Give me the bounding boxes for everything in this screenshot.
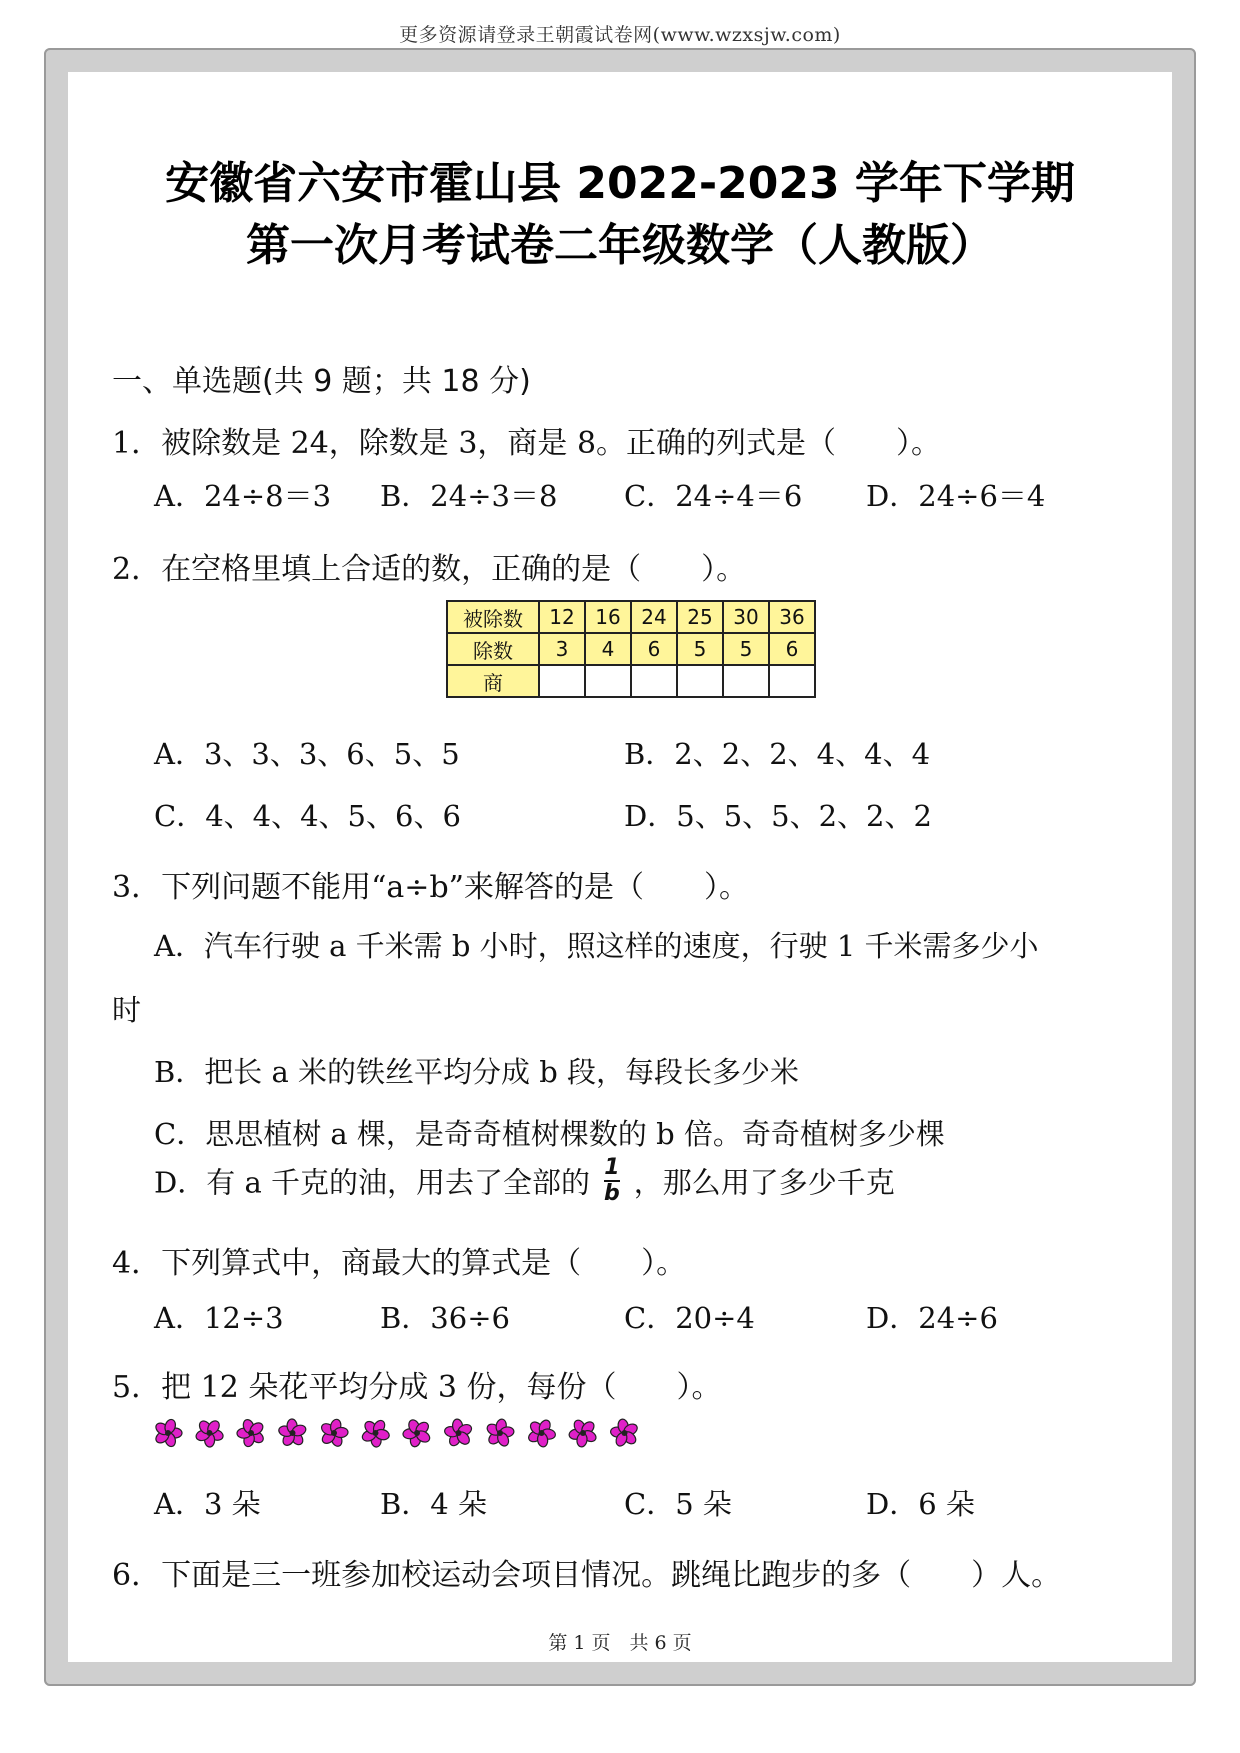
flower-icon [195,1419,225,1447]
quotient-blank-cell[interactable] [723,665,769,697]
fraction-numerator: 1 [604,1155,620,1180]
question-5-option-b[interactable]: B．4 朵 [380,1487,487,1521]
question-5-option-a[interactable]: A．3 朵 [154,1487,261,1521]
question-1-option-b[interactable]: B．24÷3＝8 [380,479,558,513]
question-4-option-a[interactable]: A．12÷3 [154,1301,284,1335]
divisor-cell: 4 [585,633,631,665]
question-6-stem: 6．下面是三一班参加校运动会项目情况。跳绳比跑步的多（ ）人。 [112,1558,1062,1593]
question-2-option-a[interactable]: A．3、3、3、6、5、5 [154,737,460,771]
question-3-option-c[interactable]: C．思思植树 a 棵，是奇奇植树棵数的 b 倍。奇奇植树多少棵 [154,1117,945,1151]
question-5-option-c[interactable]: C．5 朵 [624,1487,732,1521]
flower-icon [610,1418,639,1447]
flower-icon [527,1418,556,1447]
dividend-cell: 30 [723,601,769,633]
flower-icon [568,1418,597,1447]
section-heading: 一、单选题(共 9 题；共 18 分) [112,364,531,399]
question-1-option-d[interactable]: D．24÷6＝4 [866,479,1046,513]
question-3-option-a[interactable]: A．汽车行驶 a 千米需 b 小时，照这样的速度，行驶 1 千米需多少小 [154,929,1039,963]
question-5-option-d[interactable]: D．6 朵 [866,1487,975,1521]
flower-icon [154,1418,182,1448]
question-1-stem: 1．被除数是 24，除数是 3，商是 8。正确的列式是（ ）。 [112,426,942,461]
fraction-denominator: b [603,1181,620,1206]
question-3-stem: 3．下列问题不能用“a÷b”来解答的是（ ）。 [112,870,749,905]
question-3-option-d-tail: ，那么用了多少千克 [633,1165,895,1200]
quotient-blank-cell[interactable] [631,665,677,697]
flower-icon [278,1419,308,1448]
question-1-option-a[interactable]: A．24÷8＝3 [154,479,332,513]
divisor-cell: 6 [631,633,677,665]
table-row-divisor [447,633,815,665]
quotient-blank-cell[interactable] [585,665,631,697]
divisor-cell: 5 [723,633,769,665]
divisor-cell: 6 [769,633,815,665]
page-title-line2: 第一次月考试卷二年级数学（人教版） [246,220,994,271]
question-2-stem: 2．在空格里填上合适的数，正确的是（ ）。 [112,552,747,587]
flower-icon [485,1418,514,1447]
question-3-option-d[interactable] [154,1156,895,1206]
dividend-cell: 36 [769,601,815,633]
dividend-cell: 16 [585,601,631,633]
question-3-option-b[interactable]: B．把长 a 米的铁丝平均分成 b 段，每段长多少米 [154,1055,800,1089]
question-1-option-c[interactable]: C．24÷4＝6 [624,479,803,513]
quotient-blank-cell[interactable] [677,665,723,697]
row-label-dividend: 被除数 [447,601,539,633]
question-4-stem: 4．下列算式中，商最大的算式是（ ）。 [112,1246,687,1281]
flower-icon [237,1418,266,1448]
question-3-option-a-wrap: 时 [112,993,142,1027]
flower-icon [320,1418,349,1448]
row-label-quotient: 商 [447,665,539,697]
table-row-dividend [447,601,815,633]
row-label-divisor: 除数 [447,633,539,665]
question-5-stem: 5．把 12 朵花平均分成 3 份，每份（ ）。 [112,1370,722,1405]
page-footer: 第 1 页 共 6 页 [548,1632,692,1654]
quotient-blank-cell[interactable] [769,665,815,697]
dividend-cell: 12 [539,601,585,633]
question-2-option-c[interactable]: C．4、4、4、5、6、6 [154,799,461,833]
page-title-line1: 安徽省六安市霍山县 2022-2023 学年下学期 [165,158,1075,209]
quotient-blank-cell[interactable] [539,665,585,697]
flower-icon [444,1419,473,1448]
dividend-cell: 24 [631,601,677,633]
flower-icon [403,1418,432,1448]
dividend-cell: 25 [677,601,723,633]
question-4-option-b[interactable]: B．36÷6 [380,1301,510,1335]
watermark-text: 更多资源请登录王朝霞试卷网(www.wzxsjw.com) [399,24,841,46]
question-3-option-d-text: D．有 a 千克的油，用去了全部的 [154,1165,590,1200]
flowers-illustration [150,1415,690,1451]
divisor-cell: 3 [539,633,585,665]
question-4-option-c[interactable]: C．20÷4 [624,1301,755,1335]
divisor-cell: 5 [677,633,723,665]
flower-icon [361,1418,391,1447]
fraction [604,1156,620,1206]
division-table [446,600,816,698]
question-2-option-b[interactable]: B．2、2、2、4、4、4 [624,737,931,771]
question-2-option-d[interactable]: D．5、5、5、2、2、2 [624,799,932,833]
question-4-option-d[interactable]: D．24÷6 [866,1301,998,1335]
table-row-quotient [447,665,815,697]
